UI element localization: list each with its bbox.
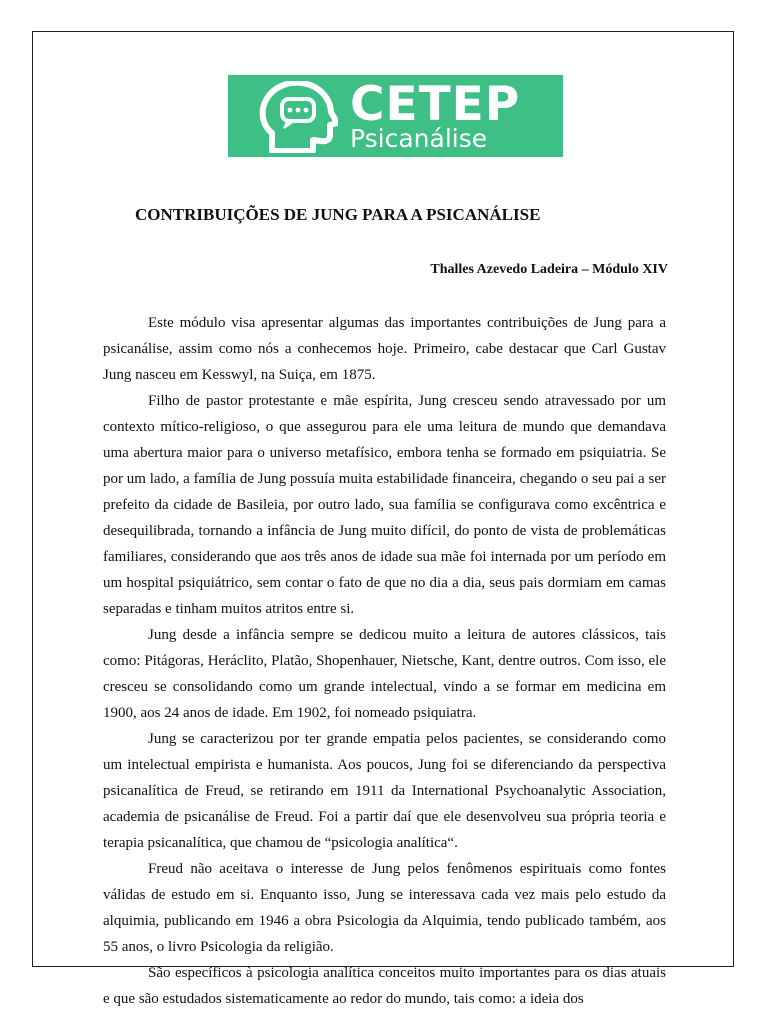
paragraph: Este módulo visa apresentar algumas das importantes contribuições de Jung para a psicanálise, assim como nós a conhecemos hoje. Primeiro, cabe destacar que Carl Gustav Jung nasceu em Kesswyl, na Suiça, em 1875. [103,315,666,383]
logo-title: CETEP [350,77,521,132]
paragraph: Filho de pastor protestante e mãe espírita, Jung cresceu sendo atravessado por um contexto mítico-religioso, o que assegurou para ele uma leitura de mundo que demandava uma abertura maior para o universo metafísico, embora tenha se formado em psiquiatria. Se por um lado, a família de Jung possuía muita estabilidade financeira, chegando o seu pai a ser prefeito da cidade de Basileia, por outro lado, sua família se configurava como excêntrica e desequilibrada, tornando a infância de Jung muito difícil, do ponto de vista de problemáticas familiares, considerando que aos três anos de idade sua mãe foi internada por um período em um hospital psiquiátrico, sem contar o fato de que no dia a dia, seus pais dormiam em camas separadas e tinham muitos atritos entre si. [103,393,666,617]
paragraph: São específicos à psicologia analítica conceitos muito importantes para os dias atuais e que são estudados sistematicamente ao redor do mundo, tais como: a ideia dos [103,965,666,1007]
document-author: Thalles Azevedo Ladeira – Módulo XIV [430,262,668,277]
document-body [103,310,666,1012]
paragraph: Jung desde a infância sempre se dedicou muito a leitura de autores clássicos, tais como: Pitágoras, Heráclito, Platão, Shopenhauer, Nietsche, Kant, dentre outros. Com isso, ele cresceu se consolidando como um grande intelectual, vindo a se formar em medicina em 1900, aos 24 anos de idade. Em 1902, foi nomeado psiquiatra. [103,627,666,721]
paragraph: Jung se caracterizou por ter grande empatia pelos pacientes, se considerando como um intelectual empirista e humanista. Aos poucos, Jung foi se diferenciando da perspectiva psicanalítica de Freud, se retirando em 1911 da International Psychoanalytic Association, academia de psicanálise de Freud. Foi a partir daí que ele desenvolveu sua própria teoria e terapia psicanalítica, que chamou de “psicologia analítica“. [103,731,666,851]
cetep-logo [228,75,563,157]
document-title: CONTRIBUIÇÕES DE JUNG PARA A PSICANÁLISE [135,205,541,224]
head-chat-icon [258,81,338,153]
logo-subtitle: Psicanálise [350,124,488,153]
paragraph: Freud não aceitava o interesse de Jung pelos fenômenos espirituais como fontes válidas de estudo em si. Enquanto isso, Jung se interessava cada vez mais pelo estudo da alquimia, publicando em 1946 a obra Psicologia da Alquimia, tendo publicado também, aos 55 anos, o livro Psicologia da religião. [103,861,666,955]
